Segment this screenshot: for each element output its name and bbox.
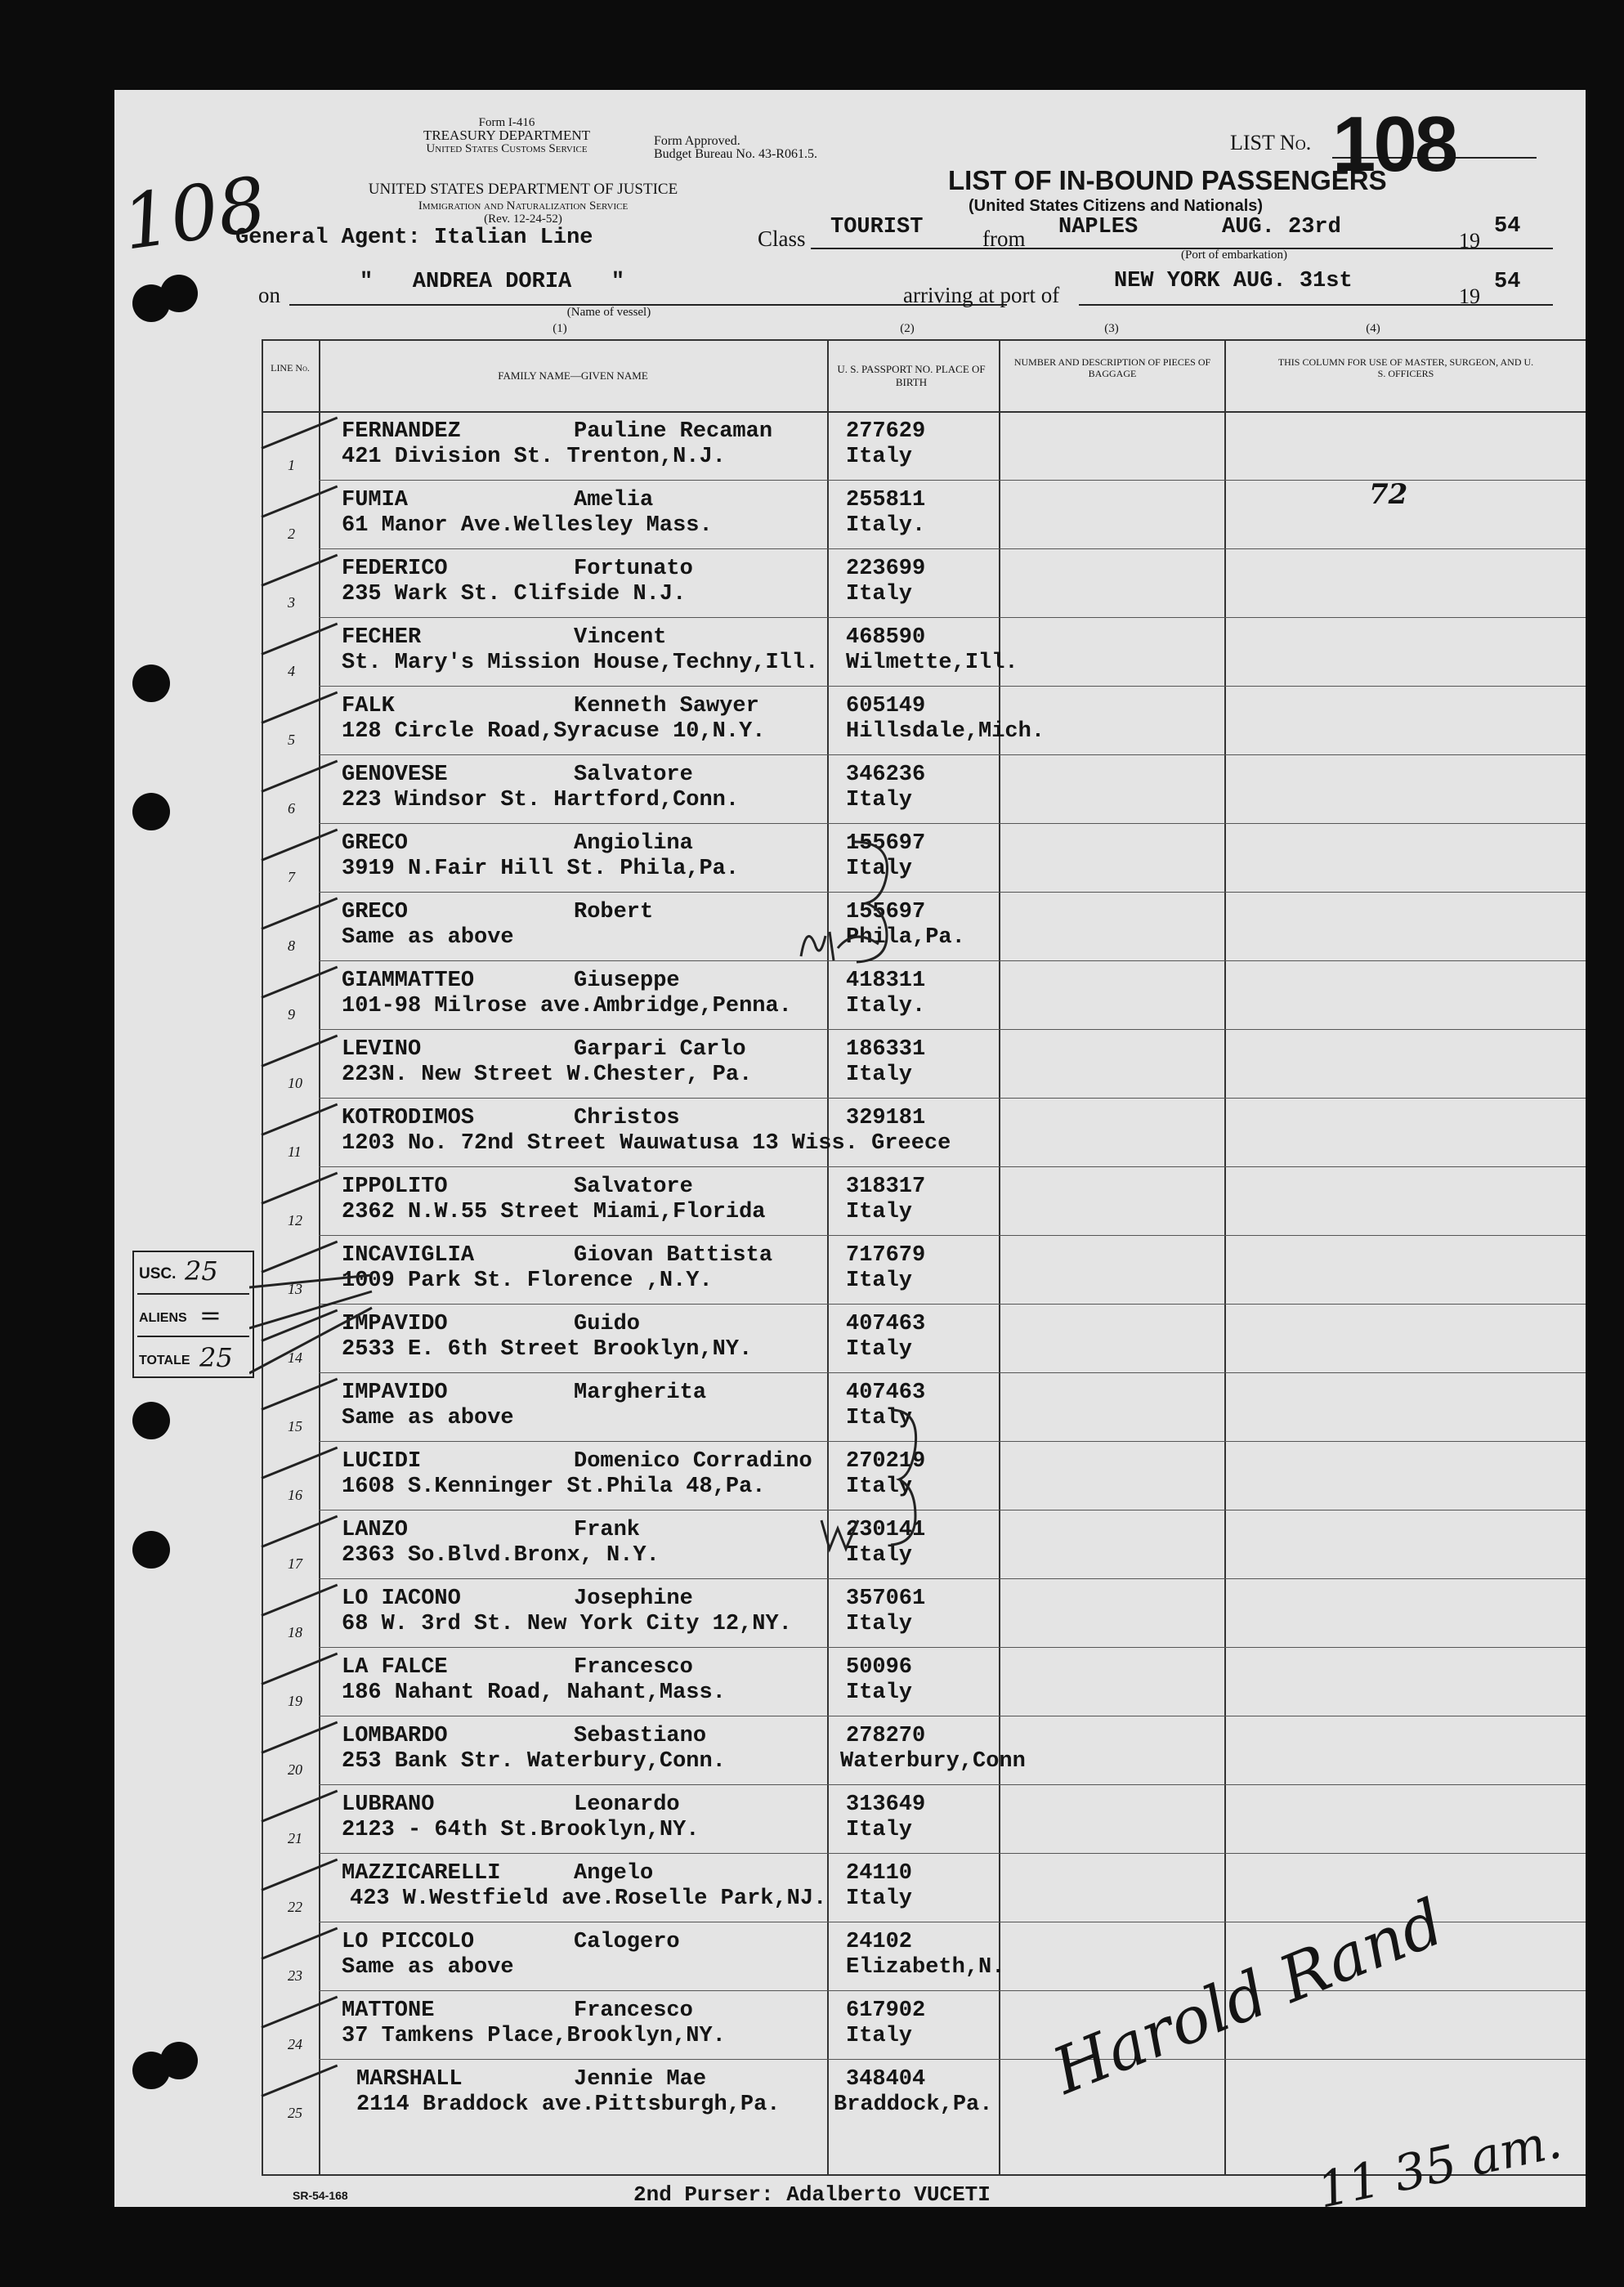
passport-number: 313649 (846, 1792, 926, 1817)
line-number: 7 (288, 869, 295, 885)
line-number: 14 (288, 1349, 302, 1366)
family-name: FERNANDEZ (342, 419, 461, 444)
place-of-birth: Waterbury,Conn (840, 1749, 1026, 1774)
passenger-row (114, 1784, 1586, 1853)
passport-number: 186331 (846, 1037, 926, 1062)
place-of-birth: Italy (846, 788, 913, 812)
given-name: Fortunato (574, 557, 693, 581)
family-name: KOTRODIMOS (342, 1106, 475, 1130)
line-number: 16 (288, 1487, 302, 1503)
header-name: FAMILY NAME—GIVEN NAME (498, 369, 648, 382)
family-name: FALK (342, 694, 395, 718)
family-name: LOMBARDO (342, 1724, 448, 1748)
passport-number: 50096 (846, 1655, 913, 1680)
passenger-row (114, 1578, 1586, 1647)
header-baggage: NUMBER AND DESCRIPTION OF PIECES OF BAGGAGE (1013, 356, 1211, 379)
given-name: Guido (574, 1312, 641, 1336)
from-date: AUG. 23rd (1222, 215, 1341, 239)
family-name: FUMIA (342, 488, 409, 512)
family-name: IMPAVIDO (342, 1381, 448, 1405)
family-name: IPPOLITO (342, 1175, 448, 1199)
place-of-birth: Phila,Pa. (846, 925, 965, 950)
given-name: Giovan Battista (574, 1243, 773, 1268)
class-value: TOURIST (830, 215, 924, 239)
given-name: Vincent (574, 625, 667, 650)
passport-number: 155697 (846, 831, 926, 856)
passport-number: 318317 (846, 1175, 926, 1199)
column-mark-4: (4) (1366, 322, 1380, 335)
line-number: 4 (288, 663, 295, 679)
family-name: LO IACONO (342, 1587, 461, 1611)
line-number: 17 (288, 1555, 302, 1572)
budget-bureau: Budget Bureau No. 43-R061.5. (654, 147, 817, 161)
address: 2362 N.W.55 Street Miami,Florida (342, 1200, 766, 1224)
given-name: Salvatore (574, 763, 693, 787)
place-of-birth: Italy (846, 1337, 913, 1362)
passport-number: 617902 (846, 1998, 926, 2023)
arrival-time: 11 35 am. (1313, 2112, 1567, 2220)
address: 3919 N.Fair Hill St. Phila,Pa. (342, 857, 740, 881)
column-mark-3: (3) (1104, 322, 1119, 335)
place-of-birth: Hillsdale,Mich. (846, 719, 1045, 744)
place-of-birth: Italy (846, 582, 913, 606)
passport-number: 278270 (846, 1724, 926, 1748)
count-box (132, 1251, 254, 1378)
passenger-row (114, 1990, 1586, 2059)
line-number: 15 (288, 1418, 302, 1434)
given-name: Leonardo (574, 1792, 680, 1817)
given-name: Angelo (574, 1861, 654, 1886)
address: 61 Manor Ave.Wellesley Mass. (342, 513, 713, 538)
given-name: Sebastiano (574, 1724, 707, 1748)
aliens-value: = (199, 1300, 221, 1331)
class-label: Class (758, 226, 806, 251)
passport-number: 155697 (846, 900, 926, 924)
address: 253 Bank Str. Waterbury,Conn. (342, 1749, 726, 1774)
given-name: Jennie Mae (574, 2067, 707, 2092)
passenger-row (114, 548, 1586, 617)
from-value: NAPLES (1058, 215, 1139, 239)
total-label: TOTALE (139, 1354, 190, 1367)
line-number: 12 (288, 1212, 302, 1229)
manifest-title: LIST OF IN-BOUND PASSENGERS (948, 165, 1387, 195)
line-number: 6 (288, 800, 295, 817)
line-number: 10 (288, 1075, 302, 1091)
place-of-birth: Italy (846, 1543, 913, 1568)
passport-number: 407463 (846, 1312, 926, 1336)
passenger-row (114, 1441, 1586, 1510)
passenger-row (114, 480, 1586, 548)
officer-mark: 72 (1369, 478, 1408, 511)
arriving-value: NEW YORK AUG. 31st (1114, 269, 1353, 293)
given-name: Robert (574, 900, 654, 924)
year-prefix-2: 19 (1459, 284, 1480, 308)
place-of-birth: Italy. (846, 994, 926, 1018)
family-name: INCAVIGLIA (342, 1243, 475, 1268)
given-name: Domenico Corradino (574, 1449, 812, 1474)
given-name: Christos (574, 1106, 680, 1130)
given-name: Kenneth Sawyer (574, 694, 759, 718)
list-number: 108 (1332, 101, 1456, 188)
passenger-row (114, 1029, 1586, 1098)
passport-number: 230141 (846, 1518, 926, 1542)
header-passport: U. S. PASSPORT NO. PLACE OF BIRTH (837, 363, 986, 388)
place-of-birth: Braddock,Pa. (834, 2092, 993, 2117)
address: 101-98 Milrose ave.Ambridge,Penna. (342, 994, 792, 1018)
given-name: Pauline Recaman (574, 419, 773, 444)
general-agent: General Agent: Italian Line (235, 226, 593, 250)
place-of-birth: Italy (846, 1406, 913, 1430)
count-box-pointers (249, 1271, 380, 1394)
usc-value: 25 (185, 1255, 218, 1287)
passport-number: 348404 (846, 2067, 926, 2092)
place-of-birth: Italy. (846, 513, 926, 538)
family-name: LEVINO (342, 1037, 422, 1062)
place-of-birth: Elizabeth,N. (846, 1955, 1005, 1980)
passenger-row (114, 1647, 1586, 1716)
place-of-birth: Italy (846, 857, 913, 881)
year-suffix-2: 54 (1494, 270, 1521, 294)
passport-number: 24102 (846, 1930, 913, 1954)
address: 1009 Park St. Florence ,N.Y. (342, 1269, 713, 1293)
passport-number: 468590 (846, 625, 926, 650)
bracket-mark-2 (887, 1406, 928, 1549)
line-number: 11 (288, 1144, 302, 1160)
family-name: GENOVESE (342, 763, 448, 787)
line-number: 23 (288, 1967, 302, 1984)
address: Same as above (342, 1955, 514, 1980)
family-name: FEDERICO (342, 557, 448, 581)
year-suffix: 54 (1494, 214, 1521, 239)
family-name: LUBRANO (342, 1792, 435, 1817)
place-of-birth: Italy (846, 1886, 913, 1911)
passport-number: 24110 (846, 1861, 913, 1886)
line-number: 2 (288, 526, 295, 542)
family-name: GIAMMATTEO (342, 969, 475, 993)
department-of-justice: UNITED STATES DEPARTMENT OF JUSTICE (368, 181, 678, 198)
place-of-birth: Italy (846, 1681, 913, 1705)
manifest-page (114, 90, 1586, 2220)
passport-number: 277629 (846, 419, 926, 444)
place-of-birth: Italy (846, 1612, 913, 1636)
line-number: 3 (288, 594, 295, 611)
given-name: Amelia (574, 488, 654, 512)
purser: 2nd Purser: Adalberto VUCETI (633, 2182, 991, 2207)
embarkation-caption: (Port of embarkation) (1181, 248, 1287, 262)
column-mark-1: (1) (553, 322, 567, 335)
line-number: 1 (288, 457, 295, 473)
form-revision: (Rev. 12-24-52) (484, 213, 562, 226)
header-line-no: LINE No. (271, 362, 310, 374)
line-number: 22 (288, 1899, 302, 1915)
arriving-label: arriving at port of (903, 283, 1060, 307)
manifest-subtitle: (United States Citizens and Nationals) (969, 197, 1264, 215)
passenger-row (114, 960, 1586, 1029)
address: 2114 Braddock ave.Pittsburgh,Pa. (356, 2092, 781, 2117)
line-number: 8 (288, 938, 295, 954)
treasury-department: TREASURY DEPARTMENT (423, 128, 591, 143)
passenger-row (114, 686, 1586, 754)
passport-number: 255811 (846, 488, 926, 512)
passenger-row (114, 411, 1586, 480)
family-name: LANZO (342, 1518, 409, 1542)
given-name: Salvatore (574, 1175, 693, 1199)
passenger-row (114, 1166, 1586, 1235)
family-name: LA FALCE (342, 1655, 448, 1680)
form-number: Form I-416 (478, 116, 535, 129)
aliens-label: ALIENS (139, 1311, 187, 1325)
form-approved: Form Approved. (654, 134, 740, 148)
address: 186 Nahant Road, Nahant,Mass. (342, 1681, 726, 1705)
passport-number: 717679 (846, 1243, 926, 1268)
line-number: 5 (288, 732, 295, 748)
year-prefix: 19 (1459, 229, 1480, 253)
passport-number: 357061 (846, 1587, 926, 1611)
address: 128 Circle Road,Syracuse 10,N.Y. (342, 719, 766, 744)
family-name: MARSHALL (356, 2067, 463, 2092)
passenger-row (114, 617, 1586, 686)
given-name: Josephine (574, 1587, 693, 1611)
given-name: Calogero (574, 1930, 680, 1954)
line-number: 18 (288, 1624, 302, 1640)
initials-mark-2 (817, 1516, 866, 1557)
footer-code: SR-54-168 (293, 2189, 348, 2202)
passenger-row (114, 1098, 1586, 1166)
punch-hole (160, 275, 198, 312)
family-name: IMPAVIDO (342, 1312, 448, 1336)
passenger-row (114, 754, 1586, 823)
given-name: Frank (574, 1518, 641, 1542)
passenger-row (114, 2059, 1586, 2128)
address: 1203 No. 72nd Street Wauwatusa 13 Wiss. Greece (342, 1131, 951, 1156)
family-name: GRECO (342, 900, 409, 924)
family-name: LUCIDI (342, 1449, 422, 1474)
passport-number: 223699 (846, 557, 926, 581)
immigration-service: Immigration and Naturalization Service (418, 199, 629, 213)
vessel-name: " ANDREA DORIA " (360, 270, 625, 294)
given-name: Margherita (574, 1381, 707, 1405)
address: St. Mary's Mission House,Techny,Ill. (342, 651, 819, 675)
line-number: 20 (288, 1761, 302, 1778)
line-number: 25 (288, 2105, 302, 2121)
family-name: LO PICCOLO (342, 1930, 475, 1954)
address: 2123 - 64th St.Brooklyn,NY. (342, 1818, 700, 1842)
line-number: 13 (288, 1281, 302, 1297)
address: 2363 So.Blvd.Bronx, N.Y. (342, 1543, 660, 1568)
column-mark-2: (2) (900, 322, 915, 335)
passenger-row (114, 1716, 1586, 1784)
place-of-birth: Italy (846, 445, 913, 469)
family-name: GRECO (342, 831, 409, 856)
list-label: LIST No. (1230, 131, 1312, 154)
given-name: Angiolina (574, 831, 693, 856)
usc-label: USC. (139, 1265, 177, 1282)
given-name: Garpari Carlo (574, 1037, 746, 1062)
line-number: 9 (288, 1006, 295, 1023)
place-of-birth: Italy (846, 1269, 913, 1293)
family-name: MAZZICARELLI (342, 1861, 501, 1886)
passport-number: 329181 (846, 1106, 926, 1130)
on-label: on (258, 283, 280, 307)
passport-number: 407463 (846, 1381, 926, 1405)
total-value: 25 (199, 1342, 233, 1373)
place-of-birth: Italy (846, 1063, 913, 1087)
passport-number: 270219 (846, 1449, 926, 1474)
address: 223N. New Street W.Chester, Pa. (342, 1063, 753, 1087)
initials-mark (797, 920, 887, 969)
vessel-caption: (Name of vessel) (566, 306, 651, 319)
address: 421 Division St. Trenton,N.J. (342, 445, 726, 469)
family-name: FECHER (342, 625, 422, 650)
signature: Harold Rand (1043, 1886, 1454, 2109)
from-label: from (982, 226, 1026, 251)
place-of-birth: Italy (846, 1818, 913, 1842)
passport-number: 605149 (846, 694, 926, 718)
customs-service: United States Customs Service (426, 142, 588, 155)
given-name: Giuseppe (574, 969, 680, 993)
address: Same as above (342, 1406, 514, 1430)
address: 68 W. 3rd St. New York City 12,NY. (342, 1612, 792, 1636)
place-of-birth: Italy (846, 1475, 913, 1499)
address: 235 Wark St. Clifside N.J. (342, 582, 687, 606)
line-number: 24 (288, 2036, 302, 2052)
address: 2533 E. 6th Street Brooklyn,NY. (342, 1337, 753, 1362)
place-of-birth: Italy (846, 2024, 913, 2048)
address: 223 Windsor St. Hartford,Conn. (342, 788, 740, 812)
line-number: 21 (288, 1830, 302, 1846)
address: 1608 S.Kenninger St.Phila 48,Pa. (342, 1475, 766, 1499)
passport-number: 418311 (846, 969, 926, 993)
line-number: 19 (288, 1693, 302, 1709)
margin-number: 108 (117, 160, 272, 267)
address: Same as above (342, 925, 514, 950)
address: 423 W.Westfield ave.Roselle Park,NJ. (350, 1886, 827, 1911)
address: 37 Tamkens Place,Brooklyn,NY. (342, 2024, 726, 2048)
place-of-birth: Italy (846, 1200, 913, 1224)
passport-number: 346236 (846, 763, 926, 787)
header-officers: THIS COLUMN FOR USE OF MASTER, SURGEON, AND U. S. OFFICERS (1277, 356, 1534, 379)
family-name: MATTONE (342, 1998, 435, 2023)
given-name: Francesco (574, 1998, 693, 2023)
place-of-birth: Wilmette,Ill. (846, 651, 1018, 675)
given-name: Francesco (574, 1655, 693, 1680)
